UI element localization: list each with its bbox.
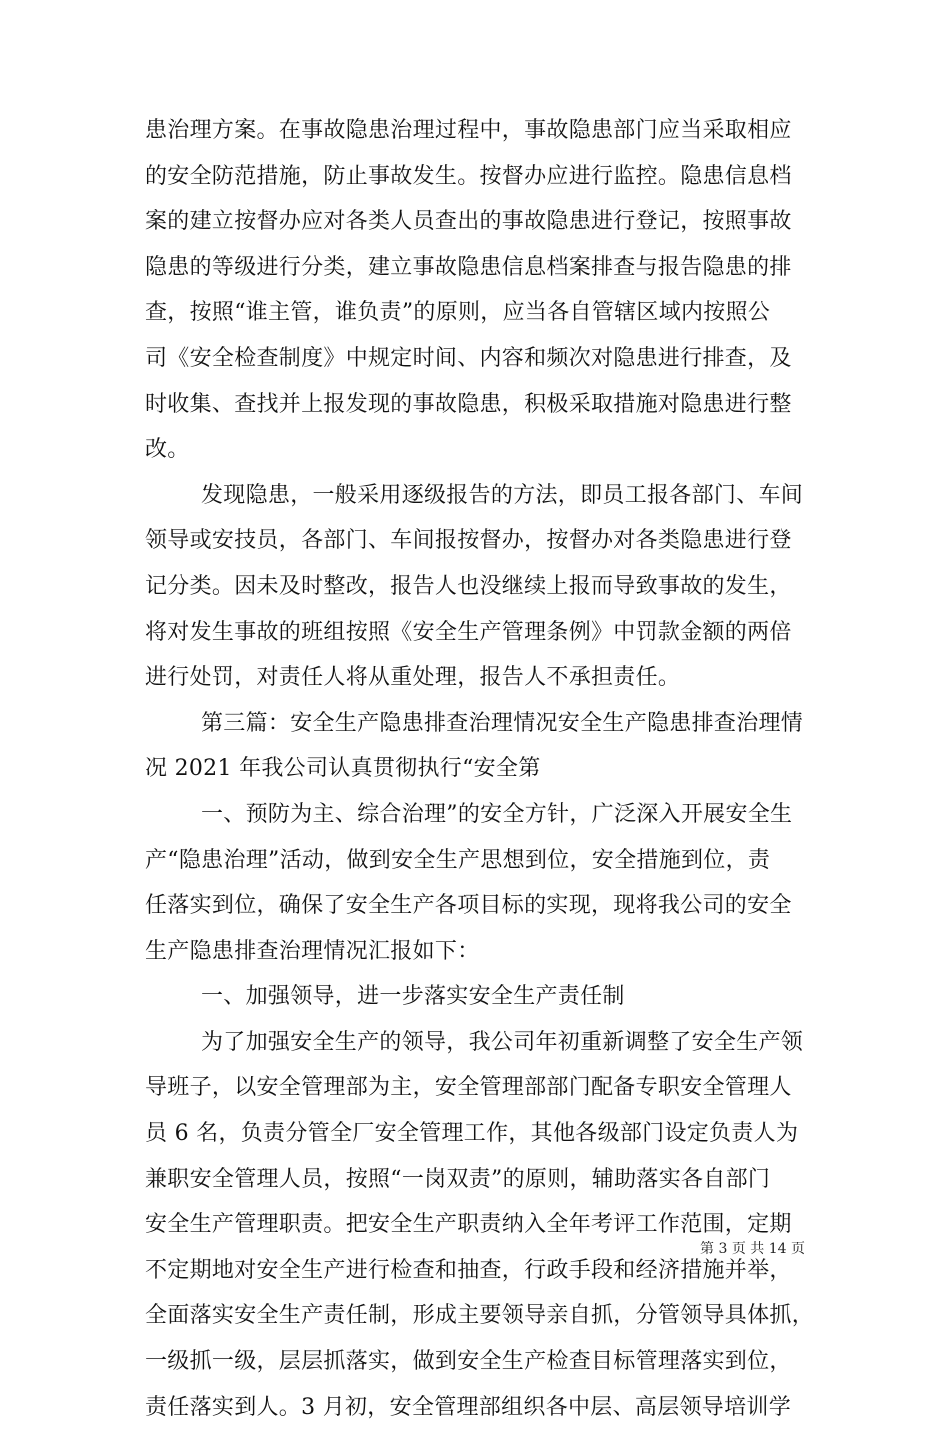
text-line: 将对发生事故的班组按照《安全生产管理条例》中罚款金额的两倍 — [145, 619, 792, 645]
text-line: 患治理方案。在事故隐患治理过程中，事故隐患部门应当采取相应 — [145, 118, 792, 143]
text-line: 兼职安全管理人员，按照“一岗双责”的原则，辅助落实各自部门 — [145, 1166, 771, 1192]
text-line: 进行处罚，对责任人将从重处理，报告人不承担责任。 — [145, 665, 681, 691]
text-line: 的安全防范措施，防止事故发生。按督办应进行监控。隐患信息档 — [145, 163, 792, 189]
text-line: 况 2021 年我公司认真贯彻执行“安全第 — [145, 756, 541, 782]
text-line: 生产隐患排查治理情况汇报如下： — [145, 938, 480, 964]
page-number: 第 3 页 共 14 页 — [700, 1241, 805, 1257]
text-line: 安全生产管理职责。把安全生产职责纳入全年考评工作范围，定期 — [145, 1212, 792, 1238]
text-line: 一级抓一级，层层抓落实，做到安全生产检查目标管理落实到位， — [145, 1349, 792, 1375]
text-line: 记分类。因未及时整改，报告人也没继续上报而导致事故的发生， — [145, 573, 792, 599]
text-line: 产“隐患治理”活动，做到安全生产思想到位，安全措施到位，责 — [145, 847, 771, 873]
paragraph-first-line: 发现隐患，一般采用逐级报告的方法，即员工报各部门、车间 — [201, 482, 804, 508]
text-line: 全面落实安全生产责任制，形成主要领导亲自抓，分管领导具体抓， — [145, 1303, 815, 1329]
text-line: 责任落实到人。3 月初，安全管理部组织各中层、高层领导培训学 — [145, 1394, 791, 1420]
paragraph-first-line: 为了加强安全生产的领导，我公司年初重新调整了安全生产领 — [201, 1029, 804, 1055]
text-line: 任落实到位，确保了安全生产各项目标的实现，现将我公司的安全 — [145, 893, 792, 919]
text-line: 隐患的等级进行分类，建立事故隐患信息档案排查与报告隐患的排 — [145, 254, 792, 280]
text-line: 不定期地对安全生产进行检查和抽查，行政手段和经济措施并举， — [145, 1257, 792, 1283]
text-line: 领导或安技员，各部门、车间报按督办，按督办对各类隐患进行登 — [145, 528, 792, 554]
text-line: 改。 — [145, 437, 190, 463]
text-line: 导班子，以安全管理部为主，安全管理部部门配备专职安全管理人 — [145, 1075, 792, 1101]
text-line: 司《安全检查制度》中规定时间、内容和频次对隐患进行排查，及 — [145, 345, 792, 371]
text-line: 时收集、查找并上报发现的事故隐患，积极采取措施对隐患进行整 — [145, 391, 792, 417]
text-line: 查，按照“谁主管，谁负责”的原则，应当各自管辖区域内按照公 — [145, 300, 771, 326]
text-line: 案的建立按督办应对各类人员查出的事故隐患进行登记，按照事故 — [145, 209, 792, 235]
section-heading-line: 第三篇：安全生产隐患排查治理情况安全生产隐患排查治理情 — [201, 710, 804, 736]
text-line: 员 6 名，负责分管全厂安全管理工作，其他各级部门设定负责人为 — [145, 1121, 799, 1147]
document-body — [145, 108, 825, 1430]
subheading-line: 一、加强领导，进一步落实安全生产责任制 — [201, 984, 625, 1010]
paragraph-first-line: 一、预防为主、综合治理”的安全方针，广泛深入开展安全生 — [201, 801, 793, 827]
